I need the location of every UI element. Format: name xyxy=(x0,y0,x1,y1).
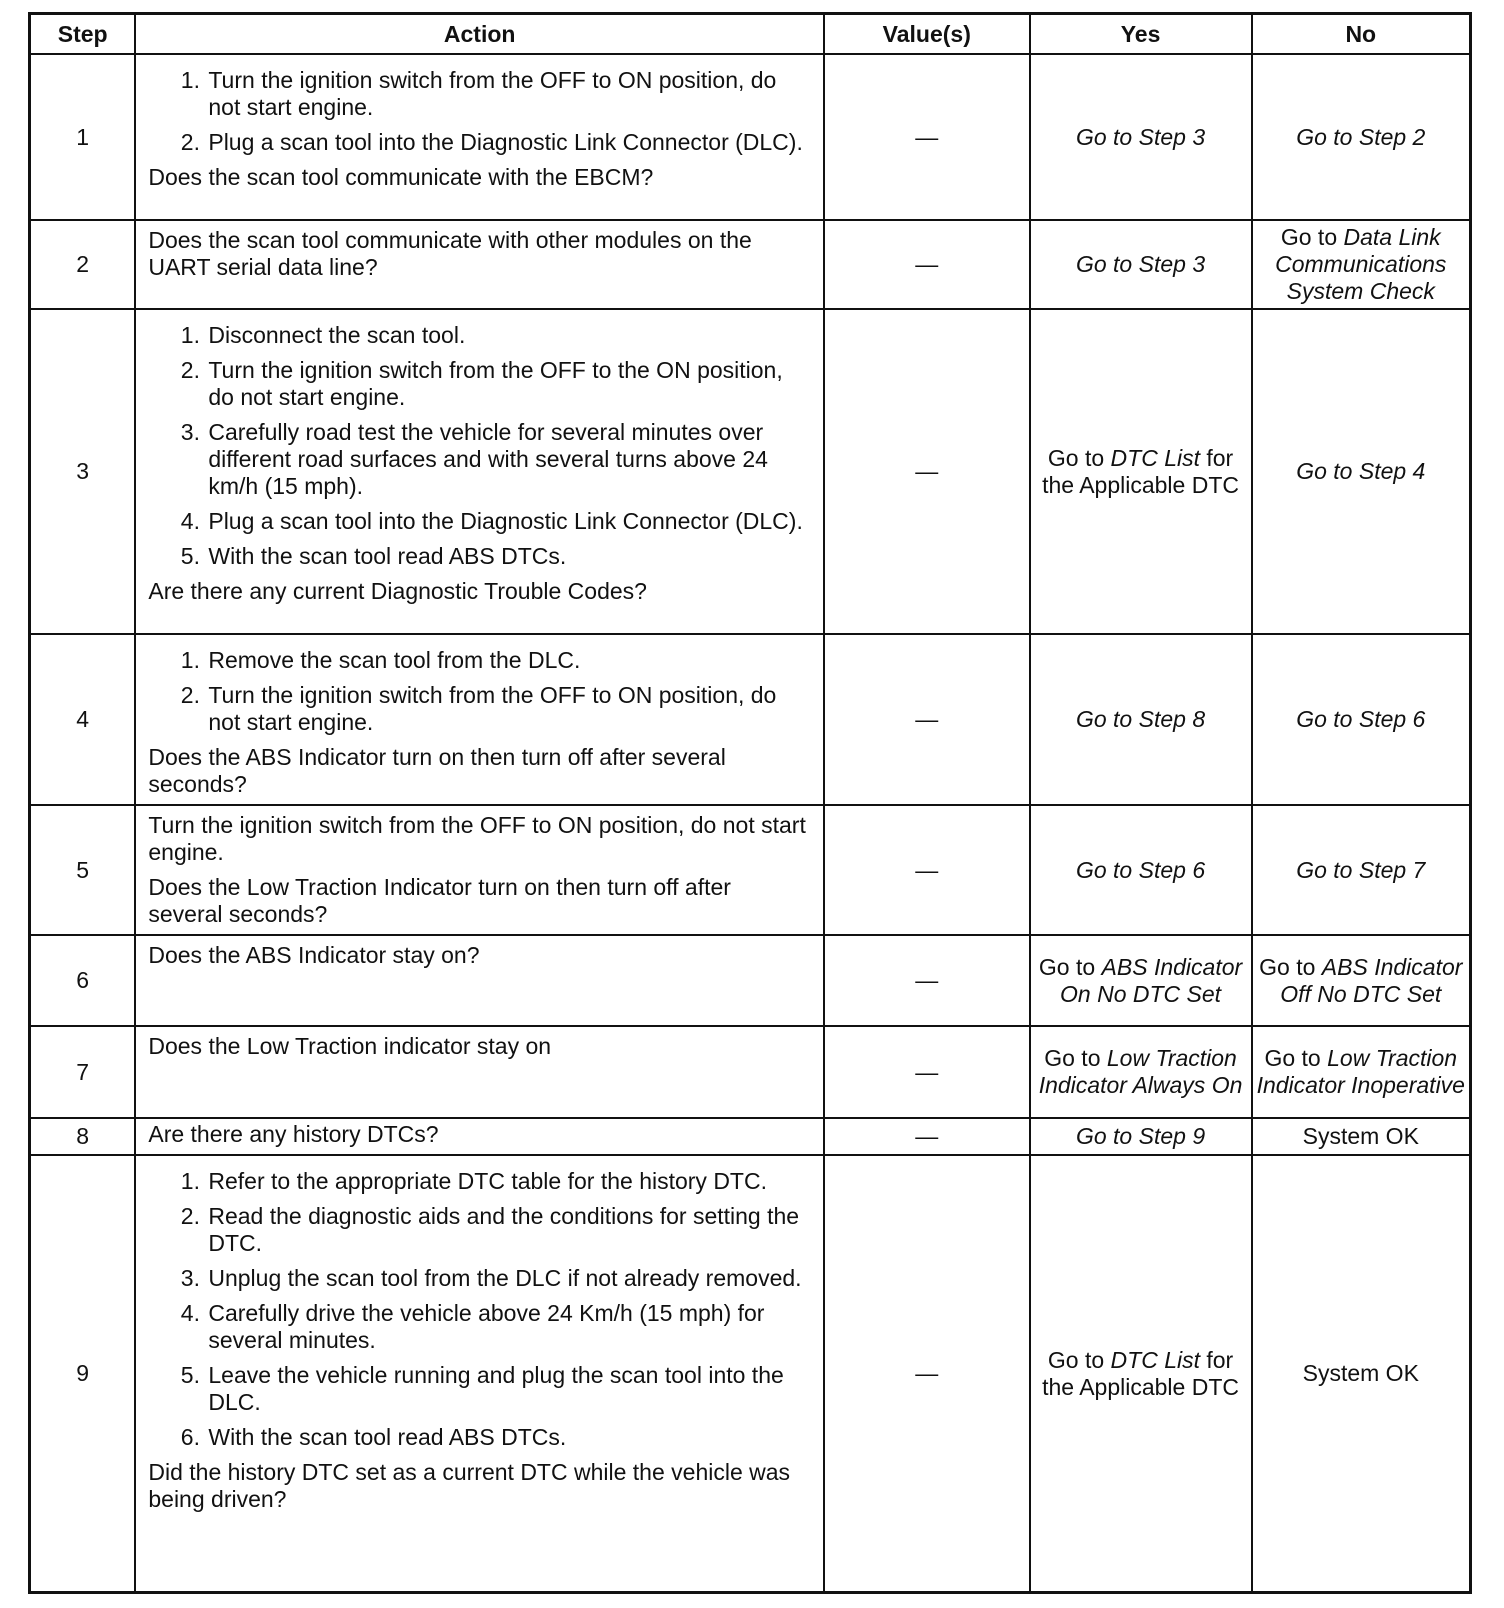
value-cell: — xyxy=(824,935,1030,1026)
action-list xyxy=(148,322,811,570)
no-reference: Low Traction Indicator Inoperative xyxy=(1256,1045,1465,1098)
action-question: Does the Low Traction indicator stay on xyxy=(148,1033,552,1059)
action-item: 4. Plug a scan tool into the Diagnostic Link Connector (DLC). xyxy=(206,508,811,535)
action-cell xyxy=(135,220,824,309)
header-values: Value(s) xyxy=(824,14,1030,55)
no-prefix: Go to xyxy=(1259,953,1316,980)
value-cell: — xyxy=(824,309,1030,634)
action-item: 2. Turn the ignition switch from the OFF to the ON position, do not start engine. xyxy=(206,357,811,411)
yes-suffix: for the Applicable DTC xyxy=(1042,444,1239,498)
yes-cell: Go to Step 6 xyxy=(1030,805,1252,935)
value-cell: — xyxy=(824,220,1030,309)
table-row xyxy=(30,1155,1471,1593)
yes-prefix: Go to xyxy=(1047,444,1105,471)
header-no: No xyxy=(1252,14,1471,55)
action-item: 2. Turn the ignition switch from the OFF to ON position, do not start engine. xyxy=(206,682,811,736)
yes-cell xyxy=(1030,1155,1252,1593)
step-number: 3 xyxy=(30,309,136,634)
value-cell: — xyxy=(824,1155,1030,1593)
table-row xyxy=(30,1118,1471,1155)
header-action: Action xyxy=(135,14,824,55)
yes-cell: Go to Step 3 xyxy=(1030,54,1252,220)
table-row xyxy=(30,935,1471,1026)
no-reference: ABS Indicator Off No DTC Set xyxy=(1280,953,1463,1007)
value-cell: — xyxy=(824,54,1030,220)
no-cell: Go to Step 7 xyxy=(1252,805,1471,935)
action-item: 1. Refer to the appropriate DTC table for the history DTC. xyxy=(206,1168,811,1195)
step-number: 5 xyxy=(30,805,136,935)
step-number: 7 xyxy=(30,1026,136,1118)
step-number: 4 xyxy=(30,634,136,805)
action-question: Did the history DTC set as a current DTC while the vehicle was being driven? xyxy=(148,1459,791,1512)
yes-reference: DTC List xyxy=(1110,444,1200,471)
no-reference: Data Link Communications System Check xyxy=(1275,224,1447,304)
table-row xyxy=(30,634,1471,805)
table-row xyxy=(30,805,1471,935)
table-row xyxy=(30,220,1471,309)
yes-prefix: Go to xyxy=(1038,953,1096,980)
action-question: Are there any current Diagnostic Trouble Codes? xyxy=(148,578,647,604)
action-item: 1. Disconnect the scan tool. xyxy=(206,322,811,349)
no-prefix: Go to xyxy=(1264,1045,1321,1071)
action-cell xyxy=(135,54,824,220)
step-number: 1 xyxy=(30,54,136,220)
action-question: Does the ABS Indicator turn on then turn off after several seconds? xyxy=(148,744,726,797)
yes-prefix: Go to xyxy=(1047,1346,1105,1373)
yes-reference: ABS Indicator On No DTC Set xyxy=(1060,953,1243,1007)
value-cell: — xyxy=(824,634,1030,805)
action-cell xyxy=(135,1155,824,1593)
no-prefix: Go to xyxy=(1280,224,1338,250)
no-cell xyxy=(1252,1026,1471,1118)
yes-cell: Go to Step 8 xyxy=(1030,634,1252,805)
yes-cell: Go to Step 9 xyxy=(1030,1118,1252,1155)
action-question: Are there any history DTCs? xyxy=(148,1121,439,1147)
yes-cell xyxy=(1030,1026,1252,1118)
action-question: Does the scan tool communicate with the EBCM? xyxy=(148,164,654,190)
action-cell xyxy=(135,1026,824,1118)
no-cell: Go to Step 6 xyxy=(1252,634,1471,805)
action-item: 5. Leave the vehicle running and plug the scan tool into the DLC. xyxy=(206,1362,811,1416)
yes-suffix: for the Applicable DTC xyxy=(1042,1346,1239,1400)
header-row xyxy=(30,14,1471,55)
table-row xyxy=(30,309,1471,634)
value-cell: — xyxy=(824,1118,1030,1155)
step-number: 6 xyxy=(30,935,136,1026)
yes-cell: Go to Step 3 xyxy=(1030,220,1252,309)
action-cell xyxy=(135,309,824,634)
table-row xyxy=(30,1026,1471,1118)
action-cell xyxy=(135,1118,824,1155)
header-step: Step xyxy=(30,14,136,55)
no-cell: System OK xyxy=(1252,1155,1471,1593)
action-cell xyxy=(135,805,824,935)
action-item: 2. Read the diagnostic aids and the conditions for setting the DTC. xyxy=(206,1203,811,1257)
header-yes: Yes xyxy=(1030,14,1252,55)
no-cell: System OK xyxy=(1252,1118,1471,1155)
action-item: 6. With the scan tool read ABS DTCs. xyxy=(206,1424,811,1451)
action-item: 4. Carefully drive the vehicle above 24 Km/h (15 mph) for several minutes. xyxy=(206,1300,811,1354)
action-item: 1. Turn the ignition switch from the OFF to ON position, do not start engine. xyxy=(206,67,811,121)
yes-reference: Low Traction Indicator Always On xyxy=(1038,1045,1243,1098)
action-item: 1. Remove the scan tool from the DLC. xyxy=(206,647,811,674)
action-cell xyxy=(135,634,824,805)
action-list xyxy=(148,647,811,736)
yes-reference: DTC List xyxy=(1110,1346,1200,1373)
step-number: 9 xyxy=(30,1155,136,1593)
yes-cell xyxy=(1030,309,1252,634)
diagnostic-table xyxy=(28,12,1472,1594)
action-item: 3. Carefully road test the vehicle for several minutes over different road surfaces and with several turns above 24 km/h (15 mph). xyxy=(206,419,811,500)
action-list xyxy=(148,1168,811,1451)
step-number: 8 xyxy=(30,1118,136,1155)
no-cell: Go to Step 2 xyxy=(1252,54,1471,220)
no-cell xyxy=(1252,220,1471,309)
value-cell: — xyxy=(824,1026,1030,1118)
action-list xyxy=(148,67,811,156)
no-cell xyxy=(1252,935,1471,1026)
action-cell xyxy=(135,935,824,1026)
action-item: 2. Plug a scan tool into the Diagnostic Link Connector (DLC). xyxy=(206,129,811,156)
no-cell: Go to Step 4 xyxy=(1252,309,1471,634)
action-text: Turn the ignition switch from the OFF to ON position, do not start engine. xyxy=(148,812,806,865)
action-question: Does the scan tool communicate with other modules on the UART serial data line? xyxy=(148,227,752,280)
action-item: 5. With the scan tool read ABS DTCs. xyxy=(206,543,811,570)
action-question: Does the Low Traction Indicator turn on then turn off after several seconds? xyxy=(148,874,731,927)
action-question: Does the ABS Indicator stay on? xyxy=(148,942,480,968)
yes-cell xyxy=(1030,935,1252,1026)
step-number: 2 xyxy=(30,220,136,309)
action-item: 3. Unplug the scan tool from the DLC if not already removed. xyxy=(206,1265,811,1292)
value-cell: — xyxy=(824,805,1030,935)
table-row xyxy=(30,54,1471,220)
yes-prefix: Go to xyxy=(1044,1045,1101,1071)
